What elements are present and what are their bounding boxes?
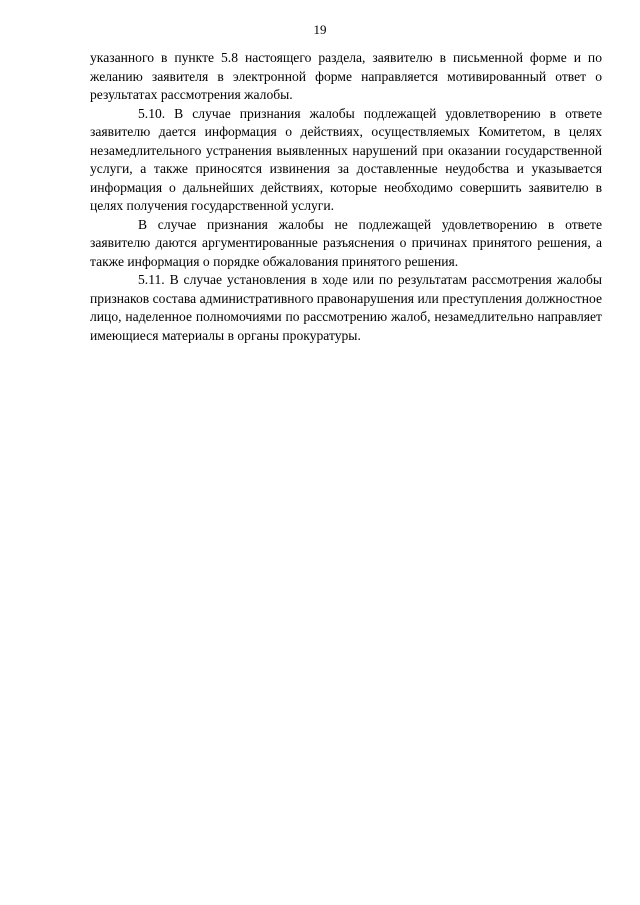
- paragraph-5-10: 5.10. В случае признания жалобы подлежащей удовлетворению в ответе заявителю дается информация о действиях, осуществляемых Комитетом, в целях незамедлительного устранения выявленных нарушений при оказании государственной услуги, а также приносятся извинения за доставленные неудобства и указывается информация о дальнейших действиях, которые необходимо совершить заявителю в целях получения государственной услуги.: [90, 105, 602, 213]
- paragraph-continuation: указанного в пункте 5.8 настоящего раздела, заявителю в письменной форме и по желанию заявителя в электронной форме направляется мотивированный ответ о результатах рассмотрения жалобы.: [90, 50, 602, 102]
- paragraph-rejection: В случае признания жалобы не подлежащей удовлетворению в ответе заявителю даются аргументированные разъяснения о причинах принятого решения, а также информация о порядке обжалования принятого решения.: [90, 216, 602, 269]
- document-body: [90, 49, 602, 345]
- paragraph-5-11: 5.11. В случае установления в ходе или по результатам рассмотрения жалобы признаков состава административного правонарушения или преступления должностное лицо, наделенное полномочиями по рассмотрению жалоб, незамедлительно направляет имеющиеся материалы в органы прокуратуры.: [90, 272, 602, 343]
- page-number: 19: [313, 22, 327, 37]
